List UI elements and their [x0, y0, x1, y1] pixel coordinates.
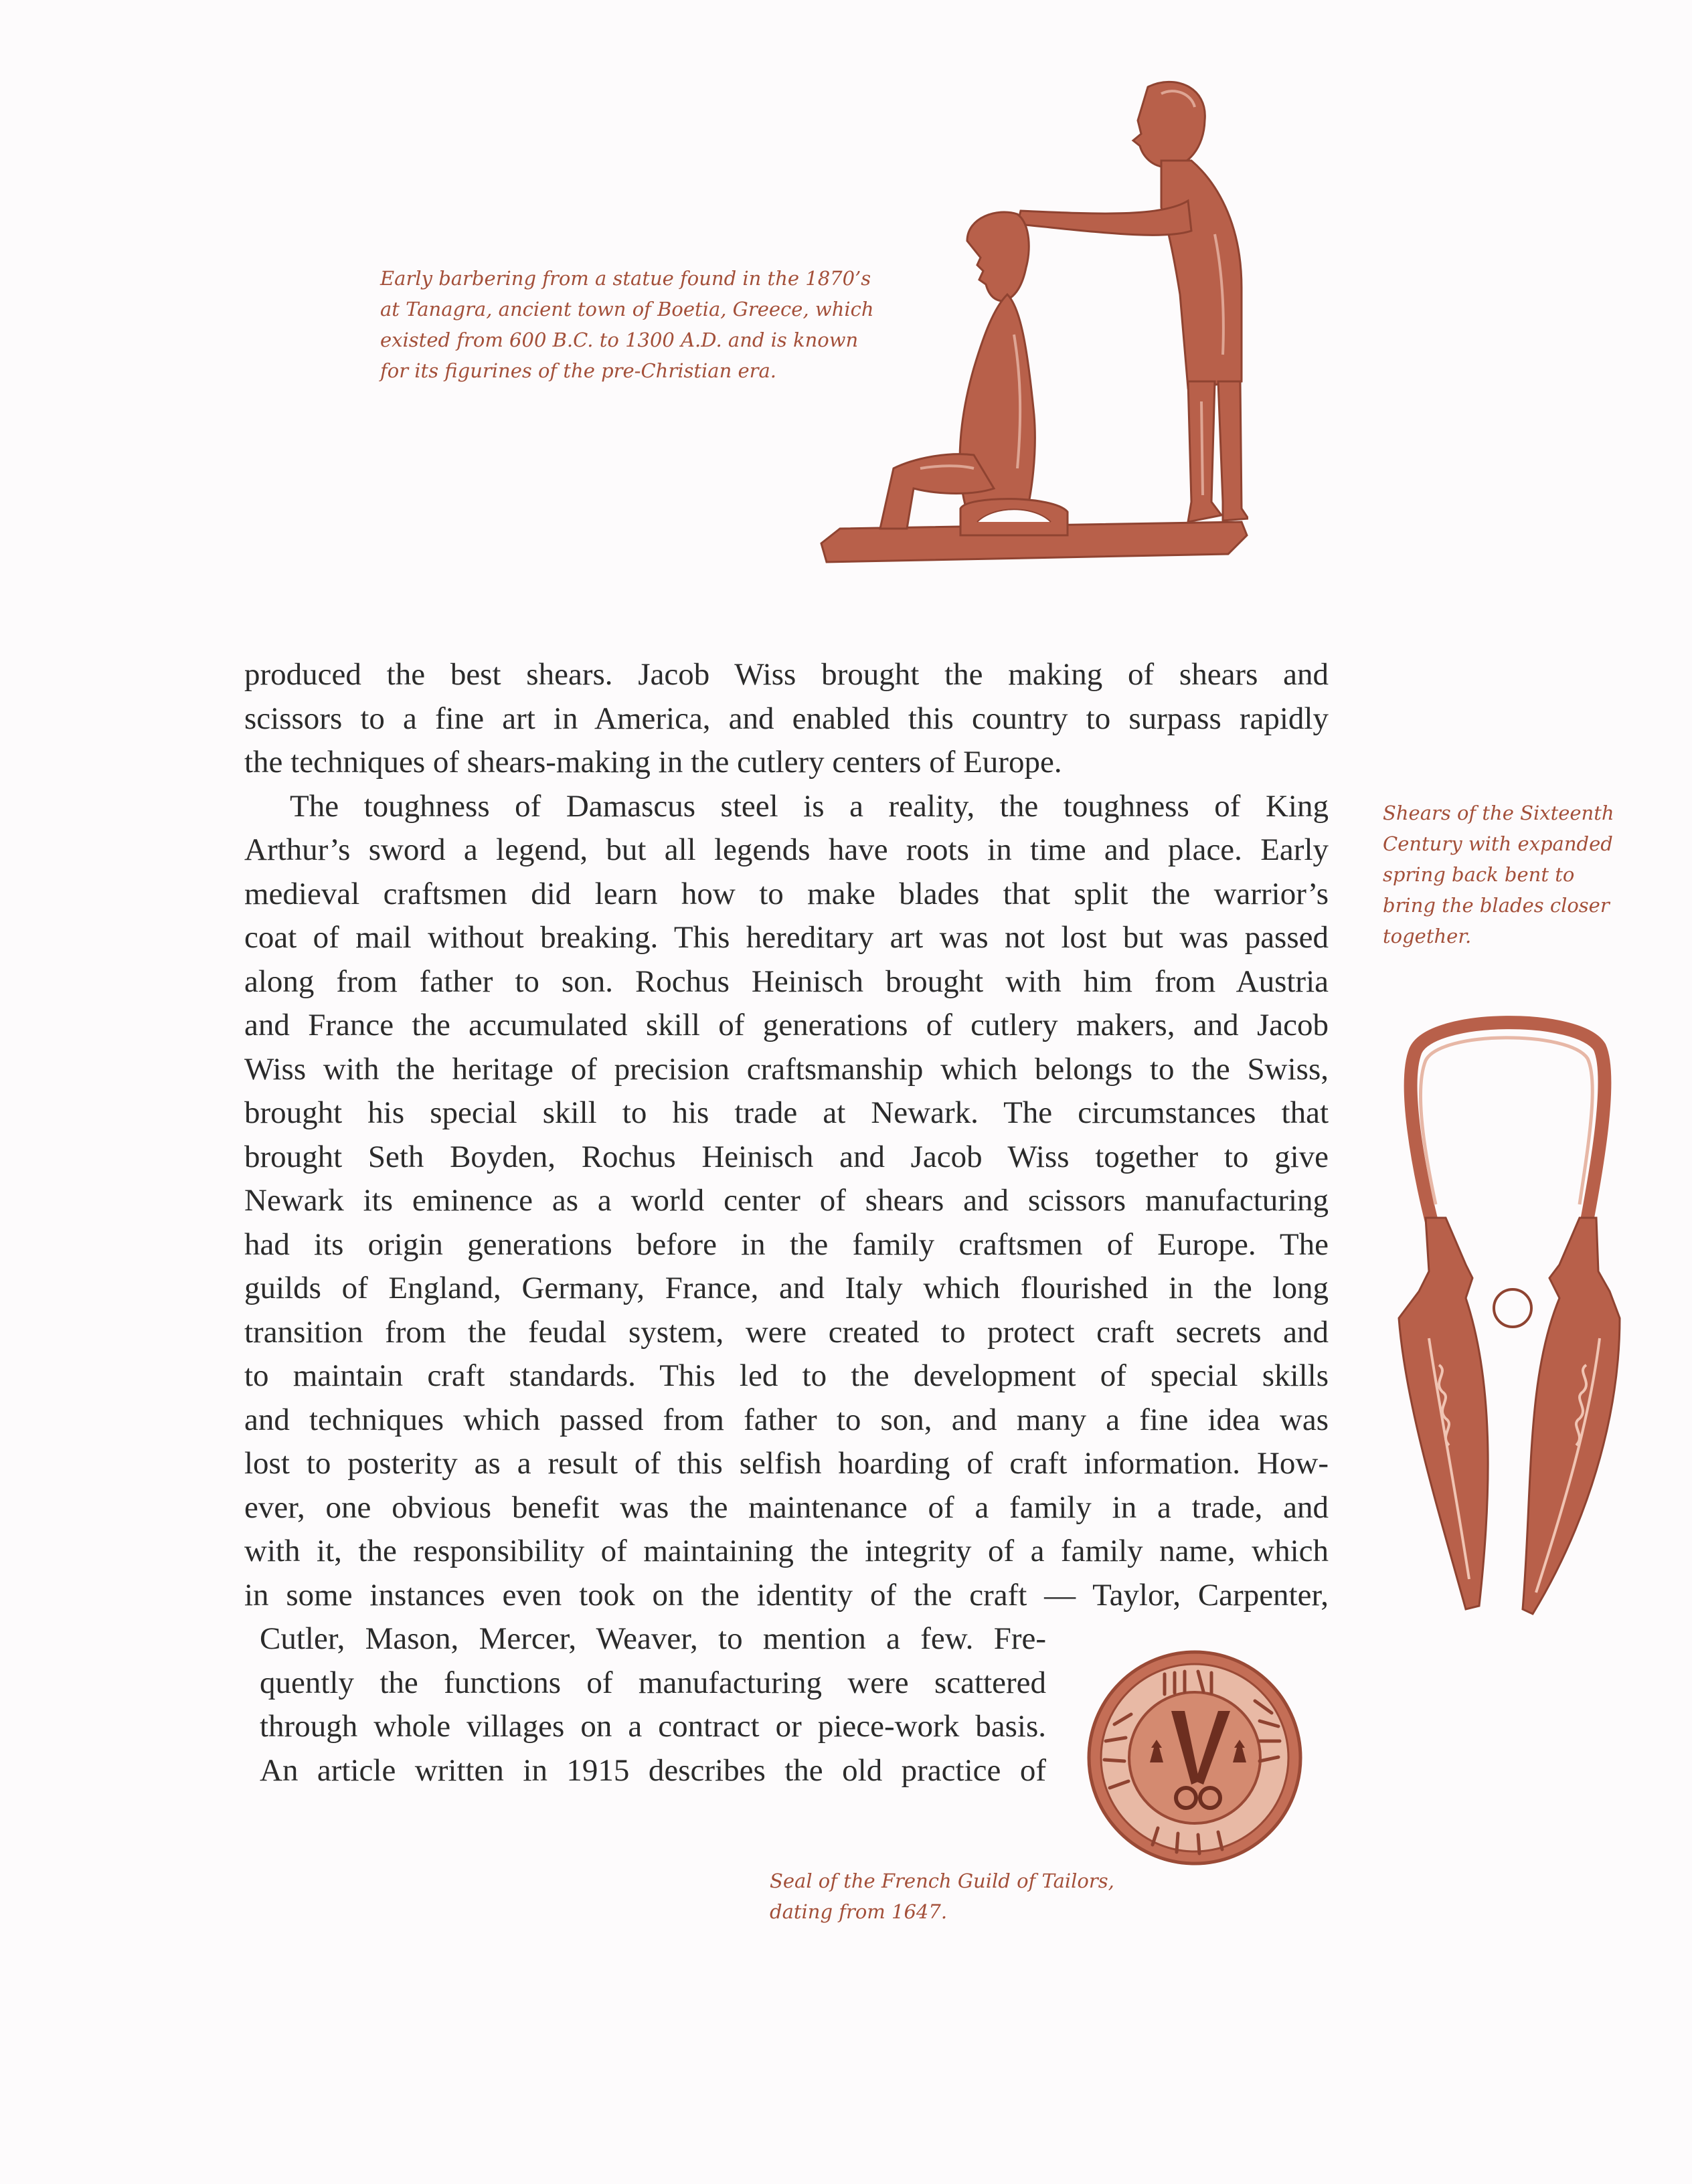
body-line: medieval craftsmen did learn how to make blades that split the warrior’s — [244, 876, 1329, 911]
body-line: to maintain craft standards. This led to the development of special skills — [244, 1358, 1329, 1393]
body-line: scissors to a fine art in America, and enabled this country to surpass rapidly — [244, 701, 1329, 736]
shears-caption-line: Shears of the Sixteenth — [1383, 802, 1614, 824]
sixteenth-century-shears-illustration — [1365, 1004, 1660, 1619]
body-line: along from father to son. Rochus Heinisch brought with him from Austria — [244, 964, 1329, 999]
shears-caption-line: Century with expanded — [1383, 832, 1613, 855]
body-line: produced the best shears. Jacob Wiss brought the making of shears and — [244, 657, 1329, 692]
body-line: the techniques of shears-making in the cutlery centers of Europe. — [244, 745, 1062, 780]
body-line: Cutler, Mason, Mercer, Weaver, to mention a few. Fre- — [260, 1621, 1046, 1656]
body-line: had its origin generations before in the family craftsmen of Europe. The — [244, 1226, 1329, 1262]
barbering-statue-illustration — [813, 67, 1248, 575]
seal-caption-line: dating from 1647. — [770, 1900, 948, 1923]
seal-caption-line: Seal of the French Guild of Tailors, — [770, 1870, 1114, 1892]
body-line: guilds of England, Germany, France, and Italy which flourished in the long — [244, 1271, 1329, 1305]
body-line: Newark its eminence as a world center of shears and scissors manufacturing — [244, 1183, 1329, 1218]
french-tailors-guild-seal-illustration — [1084, 1647, 1305, 1868]
body-line: brought his special skill to his trade at Newark. The circumstances that — [244, 1095, 1329, 1130]
body-line: lost to posterity as a result of this selfish hoarding of craft information. How- — [244, 1446, 1329, 1481]
body-line: with it, the responsibility of maintaining the integrity of a family name, which — [244, 1534, 1329, 1568]
body-line: quently the functions of manufacturing were scattered — [260, 1665, 1046, 1700]
body-line: in some instances even took on the identity of the craft — Taylor, Carpenter, — [244, 1577, 1329, 1613]
body-line: through whole villages on a contract or piece-work basis. — [260, 1709, 1046, 1744]
body-line: and France the accumulated skill of generations of cutlery makers, and Jacob — [244, 1008, 1329, 1042]
statue-caption-line: at Tanagra, ancient town of Boetia, Greece, which — [380, 298, 874, 321]
statue-caption — [380, 263, 874, 386]
body-line: ever, one obvious benefit was the maintenance of a family in a trade, and — [244, 1489, 1329, 1525]
body-line: An article written in 1915 describes the old practice of — [260, 1752, 1046, 1788]
shears-caption-line: together. — [1383, 925, 1472, 947]
body-line: transition from the feudal system, were created to protect craft secrets and — [244, 1314, 1329, 1350]
body-line: The toughness of Damascus steel is a reality, the toughness of King — [290, 788, 1329, 824]
seal-caption — [770, 1865, 1114, 1927]
shears-caption — [1383, 798, 1614, 951]
shears-caption-line: spring back bent to — [1383, 863, 1575, 886]
body-line: coat of mail without breaking. This hereditary art was not lost but was passed — [244, 920, 1329, 955]
narrow-body-text — [260, 1617, 1046, 1793]
body-line: Arthur’s sword a legend, but all legends have roots in time and place. Early — [244, 832, 1329, 867]
statue-caption-line: existed from 600 B.C. to 1300 A.D. and is known — [380, 329, 859, 351]
body-line: and techniques which passed from father to son, and many a fine idea was — [244, 1402, 1329, 1437]
body-line: brought Seth Boyden, Rochus Heinisch and Jacob Wiss together to give — [244, 1139, 1329, 1174]
statue-caption-line: for its figurines of the pre-Christian era. — [380, 359, 777, 382]
main-body-text — [244, 653, 1329, 1617]
body-line: Wiss with the heritage of precision craftsmanship which belongs to the Swiss, — [244, 1051, 1329, 1087]
statue-caption-line: Early barbering from a statue found in the 1870’s — [380, 267, 871, 290]
shears-caption-line: bring the blades closer — [1383, 894, 1610, 917]
